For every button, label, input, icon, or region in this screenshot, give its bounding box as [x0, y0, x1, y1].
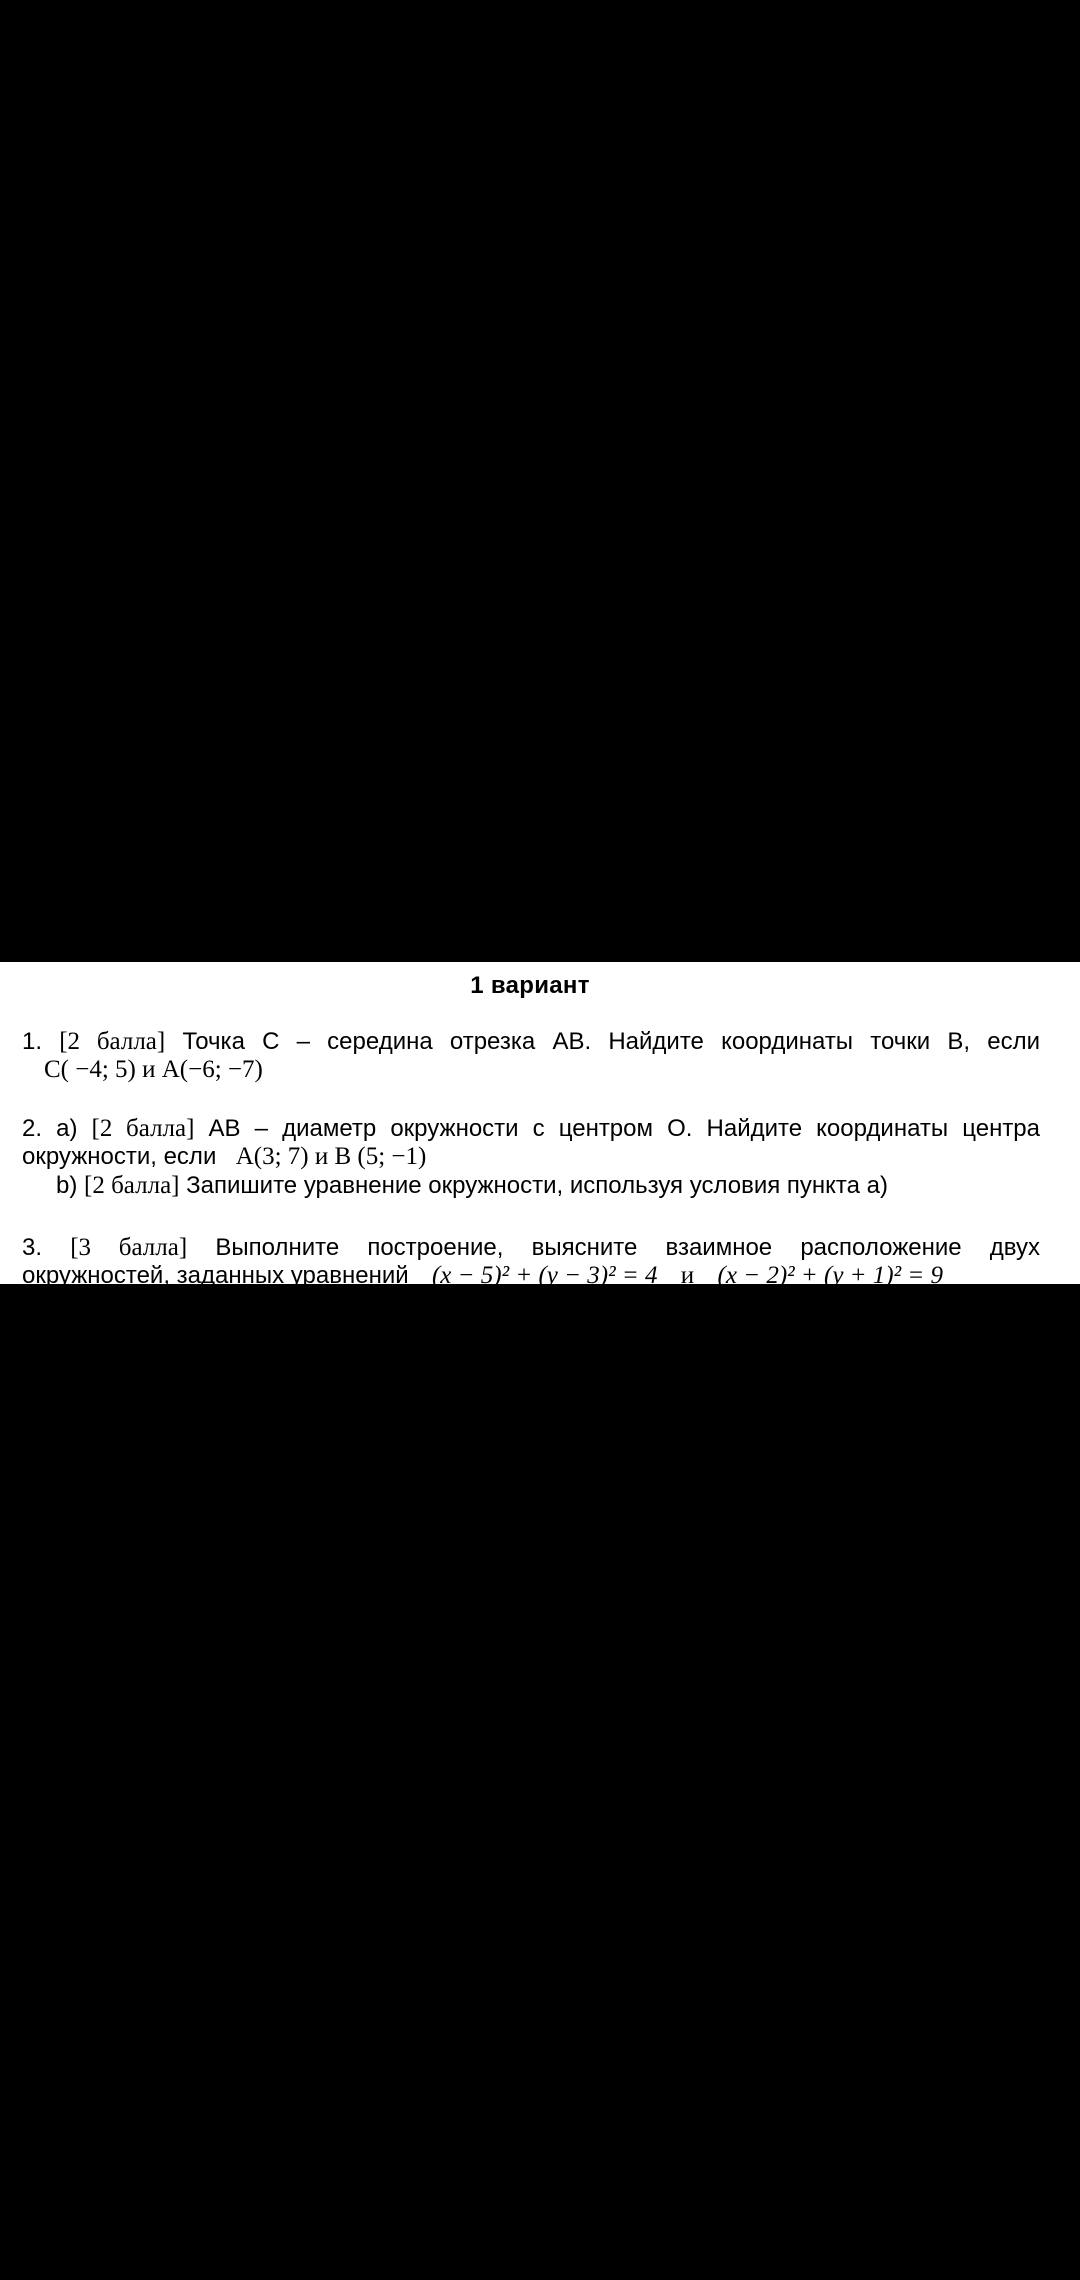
task-sheet	[0, 962, 1080, 1289]
task3-line1	[22, 1234, 1040, 1262]
task2-points: [2 балла]	[91, 1115, 195, 1142]
variant-title: 1 вариант	[470, 972, 590, 999]
task2-subb-points: [2 балла]	[84, 1172, 180, 1199]
task3-equation2: (x − 2)² + (y + 1)² = 9	[717, 1262, 943, 1289]
task2-text: АВ – диаметр окружности с центром О. Найдите координаты центра	[208, 1115, 1041, 1142]
task3-equation1: (x − 5)² + (y − 3)² = 4	[431, 1262, 658, 1289]
task3-number: 3.	[22, 1234, 43, 1261]
task3-text: Выполните построение, выясните взаимное расположение двух	[215, 1234, 1040, 1261]
task3-line2	[22, 1262, 943, 1290]
task2-condition: A(3; 7) и B (5; −1)	[235, 1143, 427, 1170]
task2-subb-label: b)	[56, 1172, 78, 1199]
task1-condition: C( −4; 5) и A(−6; −7)	[44, 1056, 263, 1083]
task1-points: [2 балла]	[59, 1028, 166, 1055]
task1-line2	[44, 1056, 263, 1084]
task2-line1	[22, 1115, 1040, 1143]
task2-number: 2. а)	[22, 1115, 78, 1142]
task2-subb-text: Запишите уравнение окружности, используя условия пункта а)	[186, 1172, 888, 1199]
task3-text2: окружностей, заданных уравнений	[22, 1262, 409, 1289]
task2-subb	[56, 1172, 888, 1200]
task2-text2: окружности, если	[22, 1143, 217, 1170]
task1-line1	[22, 1028, 1040, 1056]
task1-number: 1.	[22, 1028, 43, 1055]
task2-line2	[22, 1143, 426, 1171]
task1-text: Точка С – середина отрезка АВ. Найдите координаты точки В, если	[182, 1028, 1041, 1055]
task3-conj: и	[680, 1262, 695, 1289]
task3-points: [3 балла]	[70, 1234, 188, 1261]
